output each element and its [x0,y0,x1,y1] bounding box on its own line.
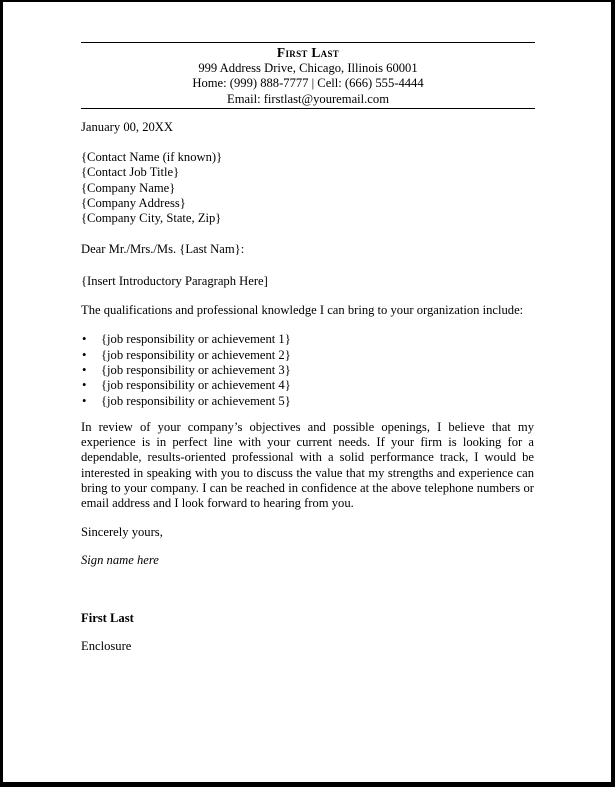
list-item [81,363,534,378]
bullet-icon: • [82,378,87,393]
sender-name: First Last [276,45,340,60]
achievement-text: {job responsibility or achievement 2} [101,347,291,362]
list-item [81,378,534,393]
bullet-icon: • [82,347,87,362]
sender-phones: Home: (999) 888-7777 | Cell: (666) 555-4444 [192,76,424,90]
signature-placeholder: Sign name here [81,552,159,567]
page-border-bottom [0,782,615,787]
letter-body [81,120,534,654]
list-item [81,348,534,363]
sender-email: Email: firstlast@youremail.com [227,91,389,106]
bullet-icon: • [82,332,87,347]
achievement-text: {job responsibility or achievement 5} [101,393,291,408]
signer-name: First Last [81,610,134,625]
page-border-left [0,0,3,787]
list-item [81,394,534,409]
closing: Sincerely yours, [81,525,163,540]
bullet-icon: • [82,362,87,377]
recipient-company-name: {Company Name} [81,180,176,195]
page-border-right [611,0,615,787]
recipient-contact-name: {Contact Name (if known)} [81,150,223,165]
page-border-top [0,0,615,2]
bullet-icon: • [82,393,87,408]
sender-address: 999 Address Drive, Chicago, Illinois 60001 [198,60,418,75]
letterhead [81,42,535,109]
achievements-list [81,332,534,409]
salutation: Dear Mr./Mrs./Ms. {Last Nam}: [81,242,245,257]
recipient-company-city: {Company City, State, Zip} [81,211,222,226]
letter-date: January 00, 20XX [81,120,173,134]
achievement-text: {job responsibility or achievement 1} [101,332,291,347]
review-paragraph: In review of your company’s objectives and possible openings, I believe that my experience is in perfect line with your current needs. If your firm is looking for a dependable, results-oriented professional with a solid performance track, I would be interested in speaking with you to discuss the value that my strengths and experience can bring to your company. I can be reached in confidence at the above telephone numbers or email address and I look forward to hearing from you. [81,420,534,511]
list-item [81,332,534,347]
enclosure-note: Enclosure [81,639,132,654]
achievement-text: {job responsibility or achievement 3} [101,362,291,377]
qualifications-intro: The qualifications and professional knowledge I can bring to your organization include: [81,302,524,317]
achievement-text: {job responsibility or achievement 4} [101,378,291,393]
recipient-job-title: {Contact Job Title} [81,165,180,180]
recipient-block [81,150,534,226]
recipient-company-address: {Company Address} [81,195,186,210]
intro-paragraph: {Insert Introductory Paragraph Here] [81,273,268,288]
